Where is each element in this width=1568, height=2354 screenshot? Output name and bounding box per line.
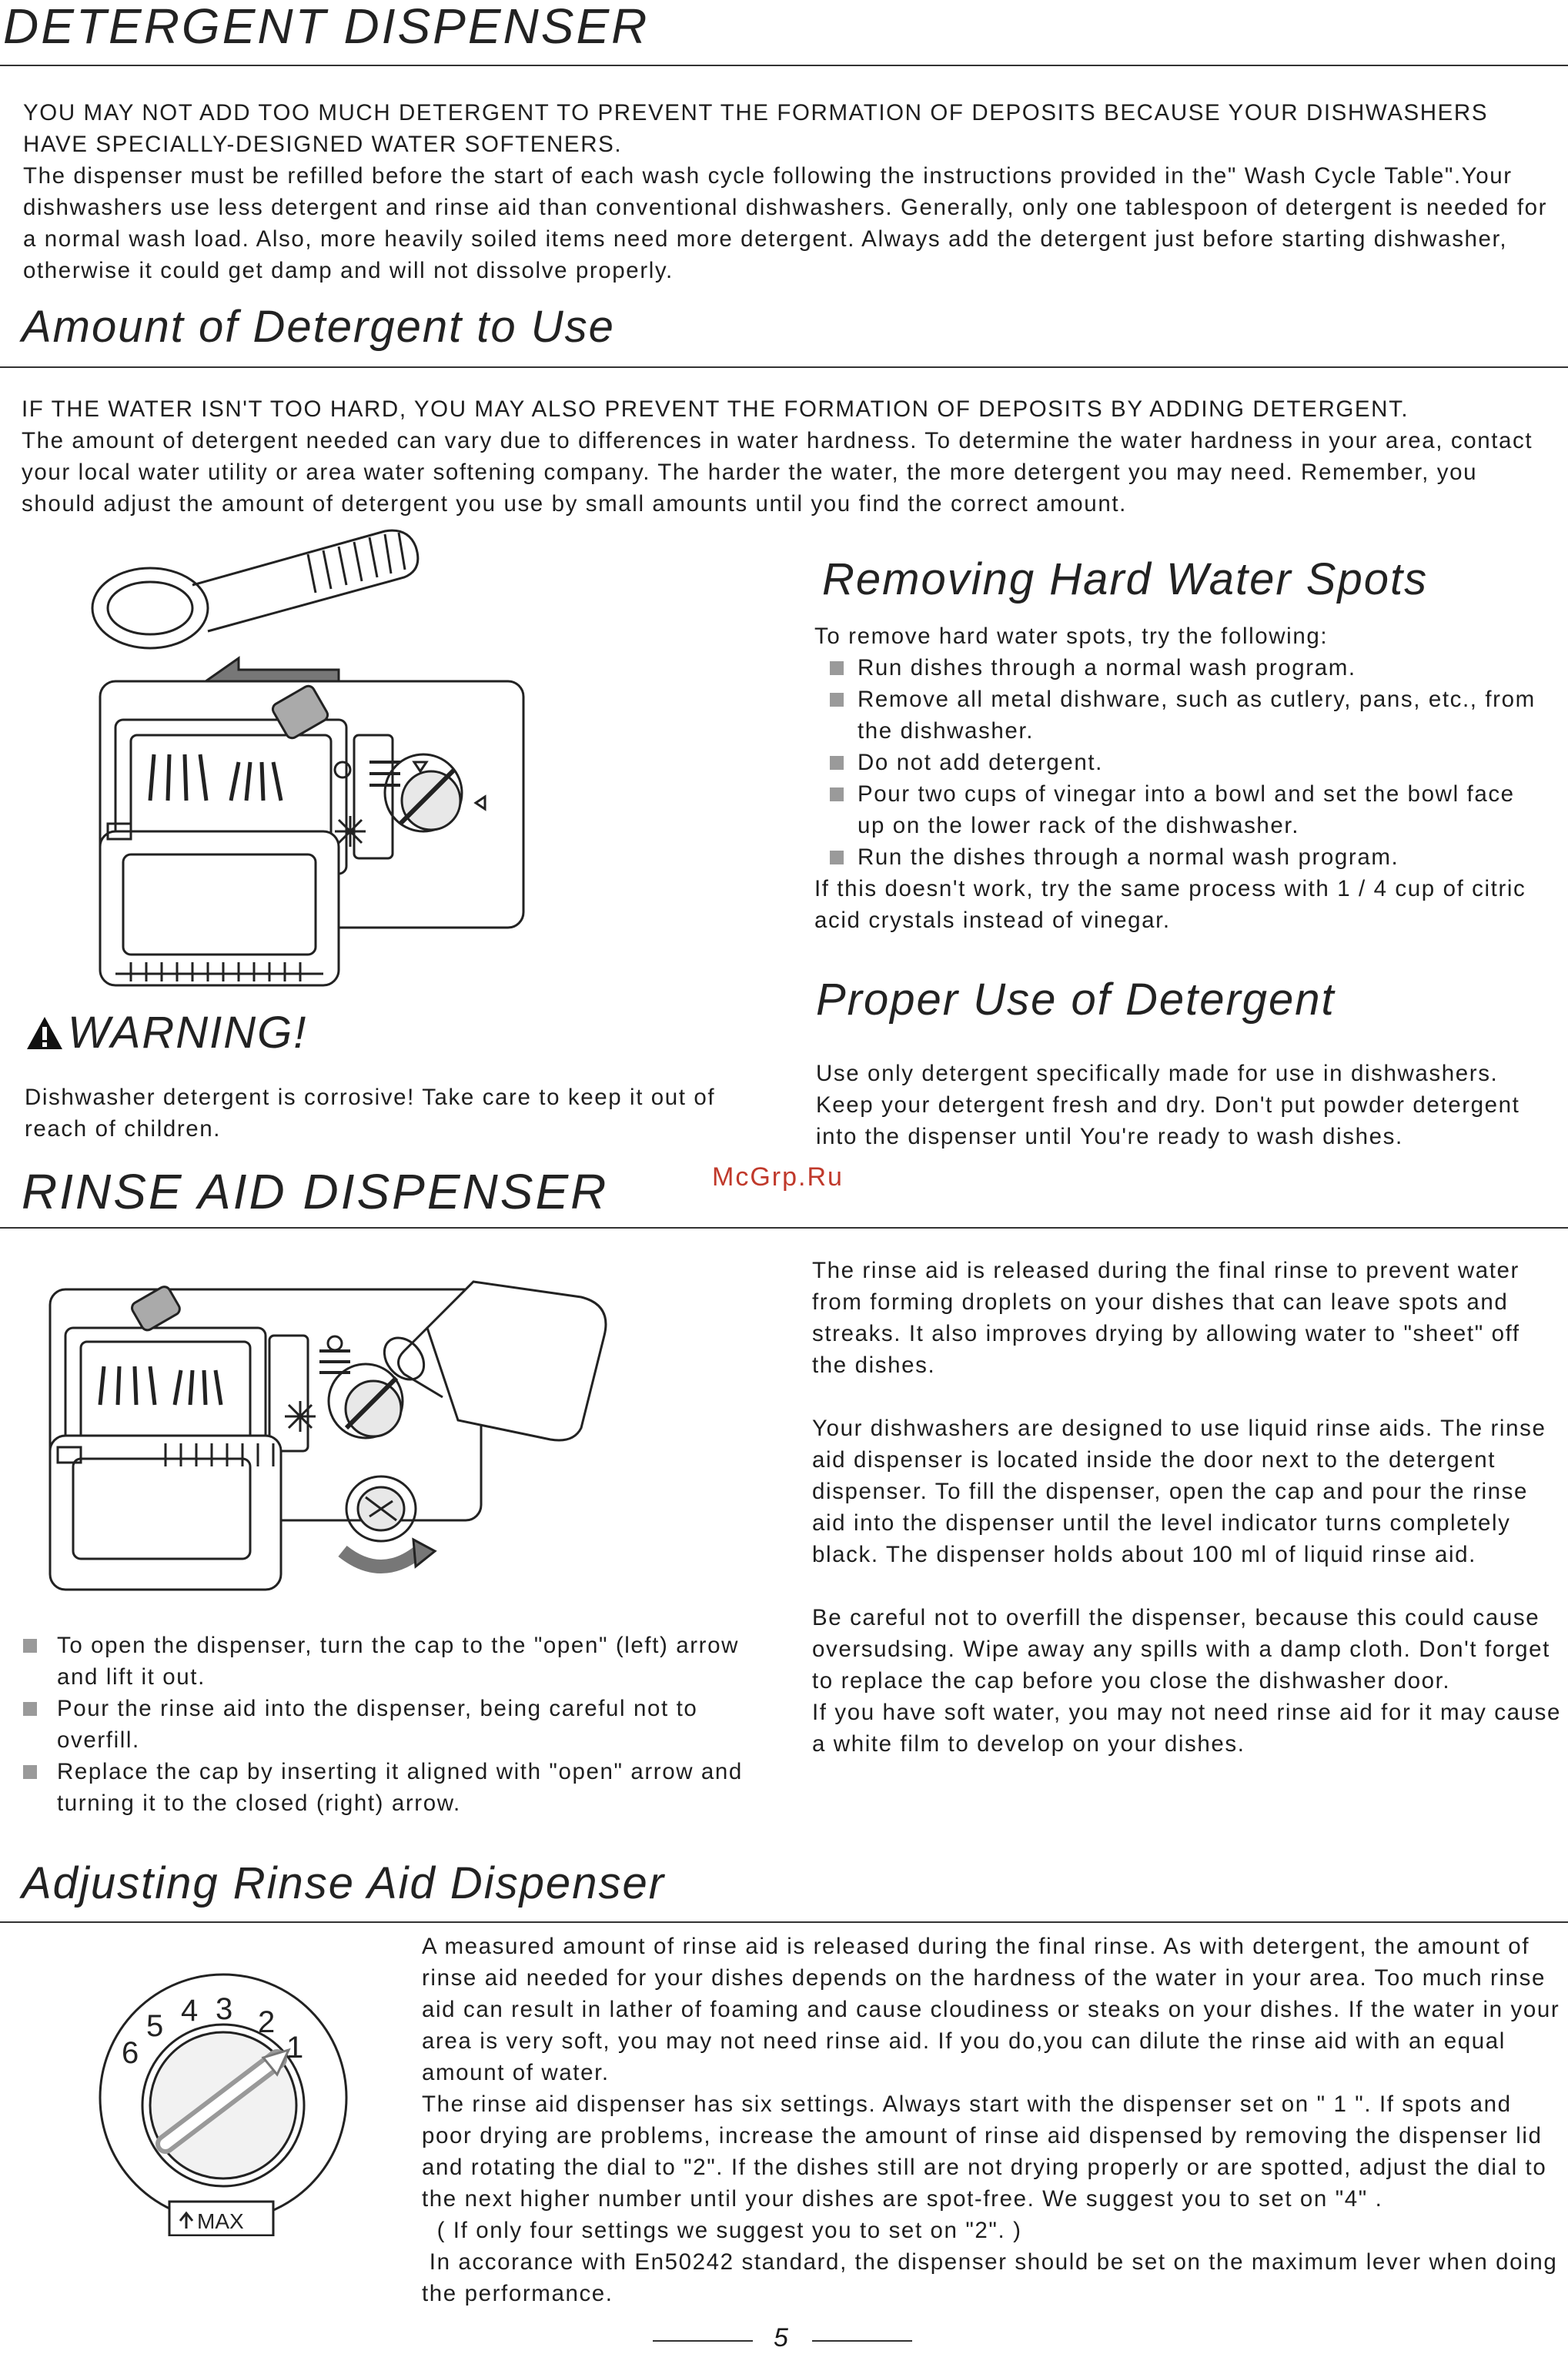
dial-number: 2 — [258, 2005, 276, 2039]
rinse-paragraph-1: The rinse aid is released during the final rinse to prevent water from forming droplets on your dishes that can leave spots and streaks. It also improves drying by allowing water to "sheet" off the dishes. — [812, 1258, 1520, 1378]
amount-paragraph-2: The amount of detergent needed can vary due to differences in water hardness. To determine the water hardness in your area, contact your local water utility or area water softening company. The harder the water, the more detergent you may need. Remember, you should adjust the amount of detergent you use by small amounts until you find the correct amount. — [22, 428, 1533, 517]
detergent-dispenser-illustration — [85, 516, 531, 993]
adjusting-paragraph-1: A measured amount of rinse aid is released during the final rinse. As with detergent, the amount of rinse aid needed for your dishes depends on the hardness of the water in your area. Too much rinse aid can result in lather of foaming and cause cloudiness or steaks on your dishes. If the water in your area is very soft, you may not need rinse aid. If you do,you can dilute the rinse aid with an equal amount of water. — [422, 1934, 1560, 2085]
adjusting-paragraph-2: The rinse aid dispenser has six settings. Always start with the dispenser set on " 1 ". If spots and poor drying are problems, increase the amount of rinse aid dispensed by removing the dispenser lid and rotating the dial to "2". If the dishes still are not drying properly or are spotted, adjust the dial to the next higher number until your dishes are spot-free. We suggest you to set on "4" . — [422, 2092, 1547, 2212]
divider — [0, 1227, 1568, 1229]
proper-use-text: Use only detergent specifically made for use in dishwashers. Keep your detergent fresh and dry. Don't put powder detergent into the dispenser until You're ready to wash dishes. — [816, 1061, 1520, 1149]
hard-water-outro: If this doesn't work, try the same process with 1 / 4 cup of citric acid crystals instead of vinegar. — [814, 876, 1526, 933]
adjusting-paragraph-3: ( If only four settings we suggest you to set on "2". ) — [422, 2218, 1022, 2243]
warning-heading — [25, 1008, 308, 1058]
section-title-proper-use: Proper Use of Detergent — [816, 975, 1336, 1025]
rinse-paragraph-4: If you have soft water, you may not need rinse aid for it may cause a white film to develop on your dishes. — [812, 1700, 1561, 1757]
adjusting-paragraph-4: In accorance with En50242 standard, the dispenser should be set on the maximum lever when doing the performance. — [422, 2249, 1566, 2306]
hard-water-intro: To remove hard water spots, try the following: — [814, 624, 1329, 649]
list-item: Do not add detergent. — [814, 747, 1546, 778]
list-item: Run dishes through a normal wash program. — [814, 652, 1546, 684]
section-title-amount-of-detergent: Amount of Detergent to Use — [22, 302, 615, 352]
detergent-paragraph-2: The dispenser must be refilled before the start of each wash cycle following the instructions provided in the" Wash Cycle Table".Your dishwashers use less detergent and rinse aid than conventional dishwashers. Generally, only one tablespoon of detergent is needed for a normal wash load. Also, more heavily soiled items need more detergent. Always add the detergent just before starting dishwasher, otherwise it could get damp and will not dissolve properly. — [23, 163, 1548, 283]
section-title-detergent-dispenser: DETERGENT DISPENSER — [3, 0, 650, 54]
section-title-hard-water-spots: Removing Hard Water Spots — [822, 554, 1429, 604]
rinse-aid-steps — [14, 1630, 745, 1819]
list-item: Remove all metal dishware, such as cutlery, pans, etc., from the dishwasher. — [814, 684, 1546, 747]
footer-rule-left — [653, 2340, 753, 2342]
dial-number: 1 — [286, 2031, 304, 2065]
spacer — [812, 1570, 1563, 1602]
dial-number: 5 — [146, 2009, 164, 2043]
warning-triangle-icon — [25, 1015, 65, 1052]
divider — [0, 1921, 1568, 1923]
watermark-text: McGrp.Ru — [712, 1162, 844, 1192]
list-item: Run the dishes through a normal wash program. — [814, 841, 1546, 873]
hard-water-text — [814, 620, 1546, 936]
rinse-aid-dispenser-illustration — [42, 1251, 735, 1593]
list-item: Pour the rinse aid into the dispenser, being careful not to overfill. — [14, 1693, 745, 1756]
warning-title: WARNING! — [68, 1008, 308, 1058]
section-title-rinse-aid-dispenser: RINSE AID DISPENSER — [22, 1164, 609, 1219]
list-item: To open the dispenser, turn the cap to the "open" (left) arrow and lift it out. — [14, 1630, 745, 1693]
detergent-paragraph-1: YOU MAY NOT ADD TOO MUCH DETERGENT TO PREVENT THE FORMATION OF DEPOSITS BECAUSE YOUR DISHWASHERS HAVE SPECIALLY-DESIGNED WATER SOFTENERS. — [23, 100, 1489, 157]
page-number: 5 — [774, 2323, 788, 2352]
amount-paragraph-1: IF THE WATER ISN'T TOO HARD, YOU MAY ALSO PREVENT THE FORMATION OF DEPOSITS BY ADDING DETERGENT. — [22, 396, 1409, 422]
rinse-aid-description — [812, 1255, 1563, 1760]
warning-text: Dishwasher detergent is corrosive! Take care to keep it out of reach of children. — [25, 1085, 716, 1142]
list-item: Pour two cups of vinegar into a bowl and set the bowl face up on the lower rack of the dishwasher. — [814, 778, 1546, 841]
detergent-intro — [23, 97, 1555, 286]
dial-number: 4 — [181, 1994, 199, 2028]
rinse-paragraph-3: Be careful not to overfill the dispenser, because this could cause oversudsing. Wipe away any spills with a damp cloth. Don't forget to replace the cap before you close the dishwasher door. — [812, 1605, 1550, 1694]
spacer — [812, 1381, 1563, 1413]
adjusting-text — [422, 1931, 1565, 2309]
footer-rule-right — [812, 2340, 912, 2342]
section-title-adjusting-rinse-aid: Adjusting Rinse Aid Dispenser — [22, 1858, 666, 1908]
dial-max-label: MAX — [197, 2209, 244, 2233]
detergent-spoon-drawing — [92, 530, 418, 648]
list-item: Replace the cap by inserting it aligned with "open" arrow and turning it to the closed (right) arrow. — [14, 1756, 745, 1819]
amount-text — [22, 393, 1553, 520]
rinse-aid-dial-illustration — [92, 1967, 354, 2236]
dial-number: 3 — [216, 1992, 233, 2026]
dial-number: 6 — [122, 2036, 139, 2070]
rinse-paragraph-2: Your dishwashers are designed to use liquid rinse aids. The rinse aid dispenser is located inside the door next to the detergent dispenser. To fill the dispenser, open the cap and pour the rinse aid into the dispenser until the level indicator turns completely black. The dispenser holds about 100 ml of liquid rinse aid. — [812, 1416, 1546, 1567]
divider — [0, 65, 1568, 66]
divider — [0, 366, 1568, 368]
